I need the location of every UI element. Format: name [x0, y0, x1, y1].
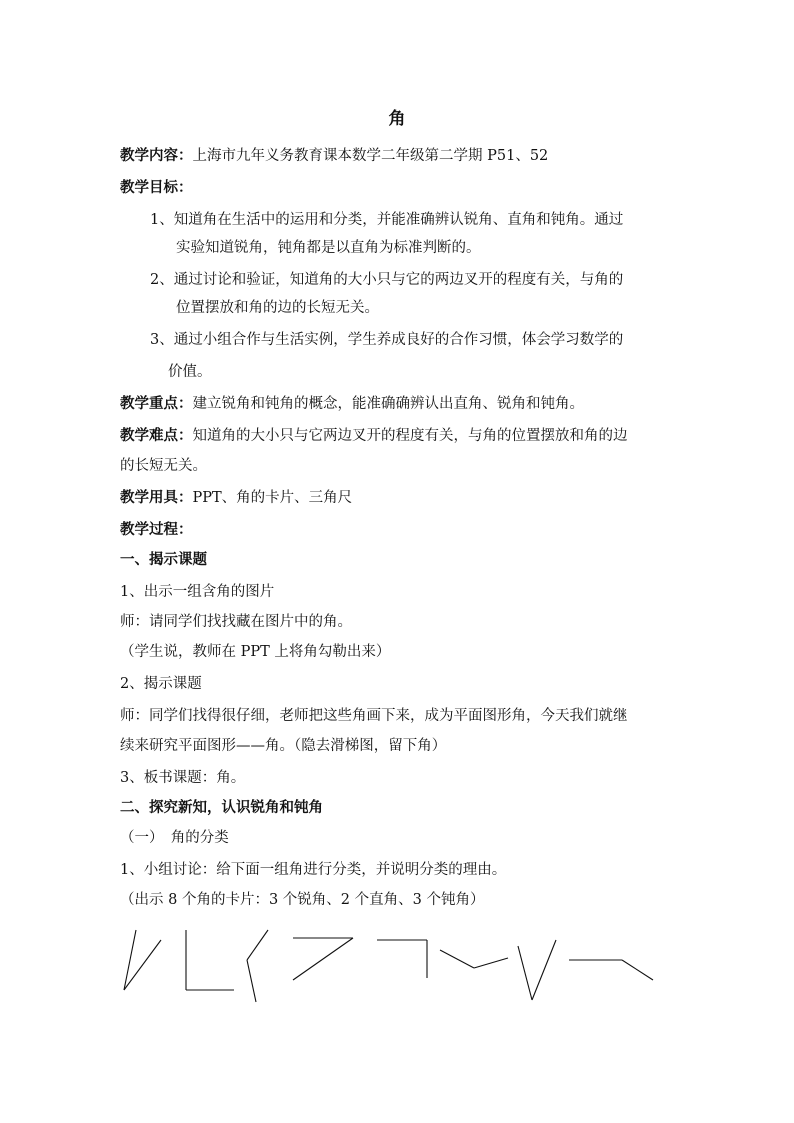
objective-1-line2: 实验知道锐角，钝角都是以直角为标准判断的。 — [176, 240, 481, 256]
angle-8-obtuse — [569, 960, 653, 980]
objectives-label: 教学目标： — [120, 179, 193, 196]
section2-line-2: （出示 8 个角的卡片：3 个锐角、2 个直角、3 个钝角） — [120, 892, 485, 908]
section2-heading: 二、探究新知，认识锐角和钝角 — [120, 799, 323, 816]
difficulties-text-2: 的长短无关。 — [120, 458, 207, 474]
angle-5-right — [377, 940, 427, 978]
section2-line-1: 1、小组讨论：给下面一组角进行分类，并说明分类的理由。 — [120, 862, 507, 878]
page-title: 角 — [388, 109, 406, 129]
angle-4-acute — [293, 938, 353, 980]
angle-2-right — [186, 930, 234, 990]
objective-3-line2: 价值。 — [168, 364, 212, 380]
content-text: 上海市九年义务教育课本数学二年级第二学期 P51、52 — [192, 148, 549, 164]
process-label: 教学过程： — [120, 521, 193, 538]
difficulties-label: 教学难点： — [120, 427, 193, 444]
angle-6-obtuse — [440, 950, 508, 968]
section1-line-2: 师：请同学们找找藏在图片中的角。 — [120, 614, 352, 630]
difficulties-text-1: 知道角的大小只与它两边叉开的程度有关，与角的位置摆放和角的边 — [192, 428, 628, 444]
section1-heading: 一、揭示课题 — [120, 551, 207, 568]
objective-2-line2: 位置摆放和角的边的长短无关。 — [176, 300, 379, 316]
section1-line-1: 1、出示一组含角的图片 — [120, 584, 275, 600]
angle-1-acute — [124, 930, 161, 990]
objective-3-line1: 3、通过小组合作与生活实例，学生养成良好的合作习惯，体会学习数学的 — [150, 332, 624, 348]
content-label: 教学内容： — [120, 147, 193, 164]
tools-text: PPT、角的卡片、三角尺 — [192, 490, 353, 506]
section1-line-6: 续来研究平面图形——角。（隐去滑梯图，留下角） — [120, 738, 447, 754]
angle-3-acute — [247, 930, 268, 1002]
tools-label: 教学用具： — [120, 489, 193, 506]
section1-line-3: （学生说，教师在 PPT 上将角勾勒出来） — [120, 644, 391, 660]
objective-2-line1: 2、通过讨论和验证，知道角的大小只与它的两边叉开的程度有关，与角的 — [150, 272, 624, 288]
key-points-label: 教学重点： — [120, 395, 193, 412]
section2-sub: （一） 角的分类 — [120, 830, 229, 846]
section1-line-4: 2、揭示课题 — [120, 676, 202, 692]
section1-line-7: 3、板书课题：角。 — [120, 770, 246, 786]
objective-1-line1: 1、知道角在生活中的运用和分类，并能准确辨认锐角、直角和钝角。通过 — [150, 212, 624, 228]
angle-7-acute — [518, 940, 556, 1000]
key-points-text: 建立锐角和钝角的概念，能准确确辨认出直角、锐角和钝角。 — [192, 396, 584, 412]
section1-line-5: 师：同学们找得很仔细，老师把这些角画下来，成为平面图形角，今天我们就继 — [120, 708, 628, 724]
